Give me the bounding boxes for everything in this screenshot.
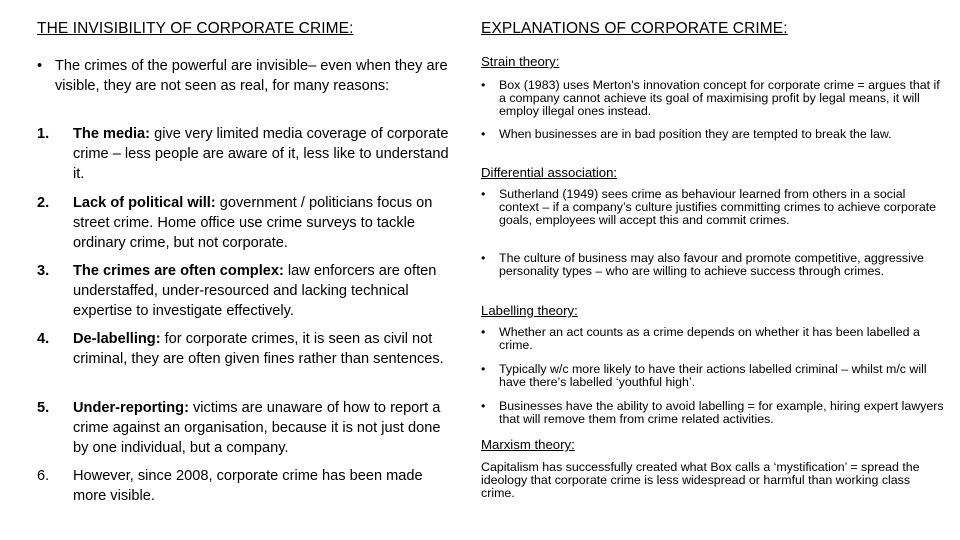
item-number: 4. [37, 331, 50, 347]
bullet-dot: • [481, 325, 486, 339]
item-number: 3. [37, 263, 50, 279]
item-text: De-labelling: for corporate crimes, it is seen as civil not criminal, they are often given fines rather than sentences. [73, 331, 444, 367]
item-text: The crimes are often complex: law enforcers are often understaffed, under-resourced and lacking technical expertise to investigate effectively. [73, 263, 437, 319]
strain-heading: Strain theory: [481, 54, 560, 69]
bullet-text: When businesses are in bad position they are tempted to break the law. [499, 127, 892, 141]
marxism-heading: Marxism theory: [481, 437, 575, 452]
left-title: THE INVISIBILITY OF CORPORATE CRIME: [37, 20, 354, 37]
bullet-dot: • [481, 127, 486, 141]
intro-bullet [37, 56, 457, 96]
bullet-text: Sutherland (1949) sees crime as behaviour learned from others in a social context – if a company’s culture justifies committing crimes to achieve corporate goals, employees will accept this and commit crimes. [499, 187, 937, 227]
bullet-dot: • [481, 251, 486, 265]
intro-text: The crimes of the powerful are invisible– even when they are visible, they are not seen as real, for many reasons: [55, 58, 448, 94]
bullet-dot: • [481, 78, 486, 92]
bullet-text: Typically w/c more likely to have their actions labelled criminal – whilst m/c will have there’s labelled ‘youthful high’. [499, 362, 927, 389]
item-text: The media: give very limited media coverage of corporate crime – less people are aware of it, less like to understand it. [73, 126, 449, 182]
item-text: Lack of political will: government / politicians focus on street crime. Home office use crime surveys to tackle ordinary crime, but not corporate. [73, 195, 433, 251]
bullet-dot: • [481, 362, 486, 376]
bullet-text: Whether an act counts as a crime depends on whether it has been labelled a crime. [499, 325, 920, 352]
item-number: 6. [37, 468, 50, 484]
item-number: 1. [37, 126, 50, 142]
item-number: 5. [37, 400, 50, 416]
bullet-dot: • [37, 58, 43, 74]
item-number: 2. [37, 195, 50, 211]
bullet-text: Businesses have the ability to avoid labelling = for example, hiring expert lawyers that will remove them from crime related activities. [499, 399, 944, 426]
bullet-dot: • [481, 399, 486, 413]
differential-heading: Differential association: [481, 165, 618, 180]
item-text: Under-reporting: victims are unaware of how to report a crime against an organisation, because it is not just done by one individual, but a company. [73, 400, 441, 456]
marxism-text: Capitalism has successfully created what Box calls a ‘mystification’ = spread the ideology that corporate crime is less widespread or harmful than working class crime. [481, 460, 920, 500]
right-title: EXPLANATIONS OF CORPORATE CRIME: [481, 20, 788, 37]
bullet-text: Box (1983) uses Merton's innovation concept for corporate crime = argues that if a company cannot achieve its goal of maximising profit by legal means, it will employ illegal ones instead. [499, 78, 940, 118]
item-text: However, since 2008, corporate crime has been made more visible. [73, 468, 423, 504]
bullet-dot: • [481, 187, 486, 201]
labelling-heading: Labelling theory: [481, 303, 578, 318]
bullet-text: The culture of business may also favour and promote competitive, aggressive personality types – who are willing to achieve success through crimes. [499, 251, 924, 278]
